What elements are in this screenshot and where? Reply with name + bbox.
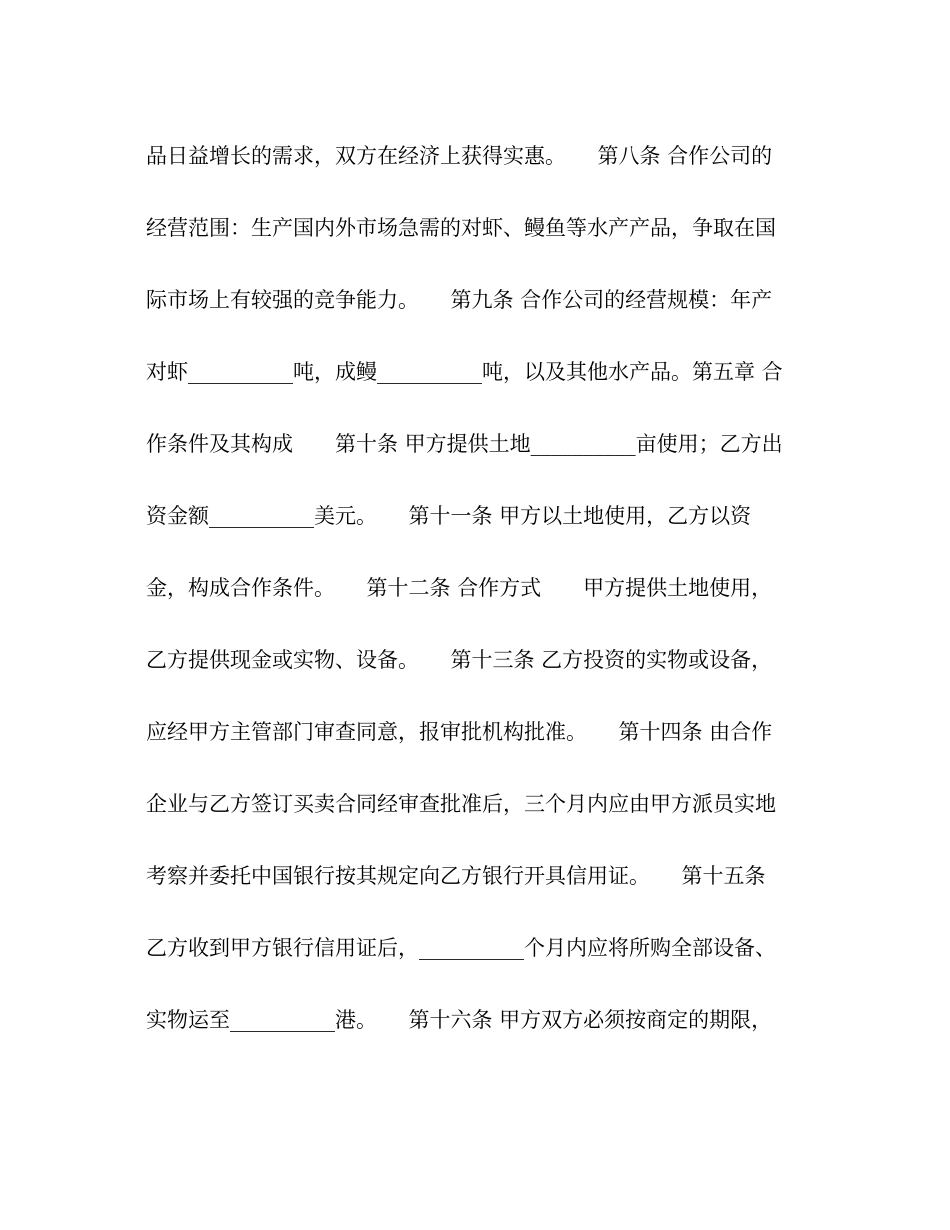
text-line: 应经甲方主管部门审查同意，报审批机构批准。 第十四条 由合作 xyxy=(146,720,773,744)
text-line: 考察并委托中国银行按其规定向乙方银行开具信用证。 第十五条 xyxy=(146,864,766,888)
text-line: 际市场上有较强的竞争能力。 第九条 合作公司的经营规模：年产 xyxy=(146,288,773,312)
text-line: 乙方收到甲方银行信用证后，__________个月内应将所购全部设备、 xyxy=(146,936,776,960)
text-line: 实物运至__________港。 第十六条 甲方双方必须按商定的期限， xyxy=(146,1008,773,1032)
text-line: 企业与乙方签订买卖合同经审查批准后，三个月内应由甲方派员实地 xyxy=(146,792,776,816)
text-line: 经营范围：生产国内外市场急需的对虾、鳗鱼等水产产品，争取在国 xyxy=(146,216,776,240)
document-body xyxy=(146,136,806,1072)
text-line: 乙方提供现金或实物、设备。 第十三条 乙方投资的实物或设备， xyxy=(146,648,773,672)
text-line: 金，构成合作条件。 第十二条 合作方式 甲方提供土地使用， xyxy=(146,576,773,600)
text-line: 资金额__________美元。 第十一条 甲方以土地使用，乙方以资 xyxy=(146,504,752,528)
text-line: 品日益增长的需求，双方在经济上获得实惠。 第八条 合作公司的 xyxy=(146,144,773,168)
text-line: 作条件及其构成 第十条 甲方提供土地__________亩使用；乙方出 xyxy=(146,432,783,456)
text-line: 对虾__________吨，成鳗__________吨，以及其他水产品。第五章 合 xyxy=(146,360,783,384)
